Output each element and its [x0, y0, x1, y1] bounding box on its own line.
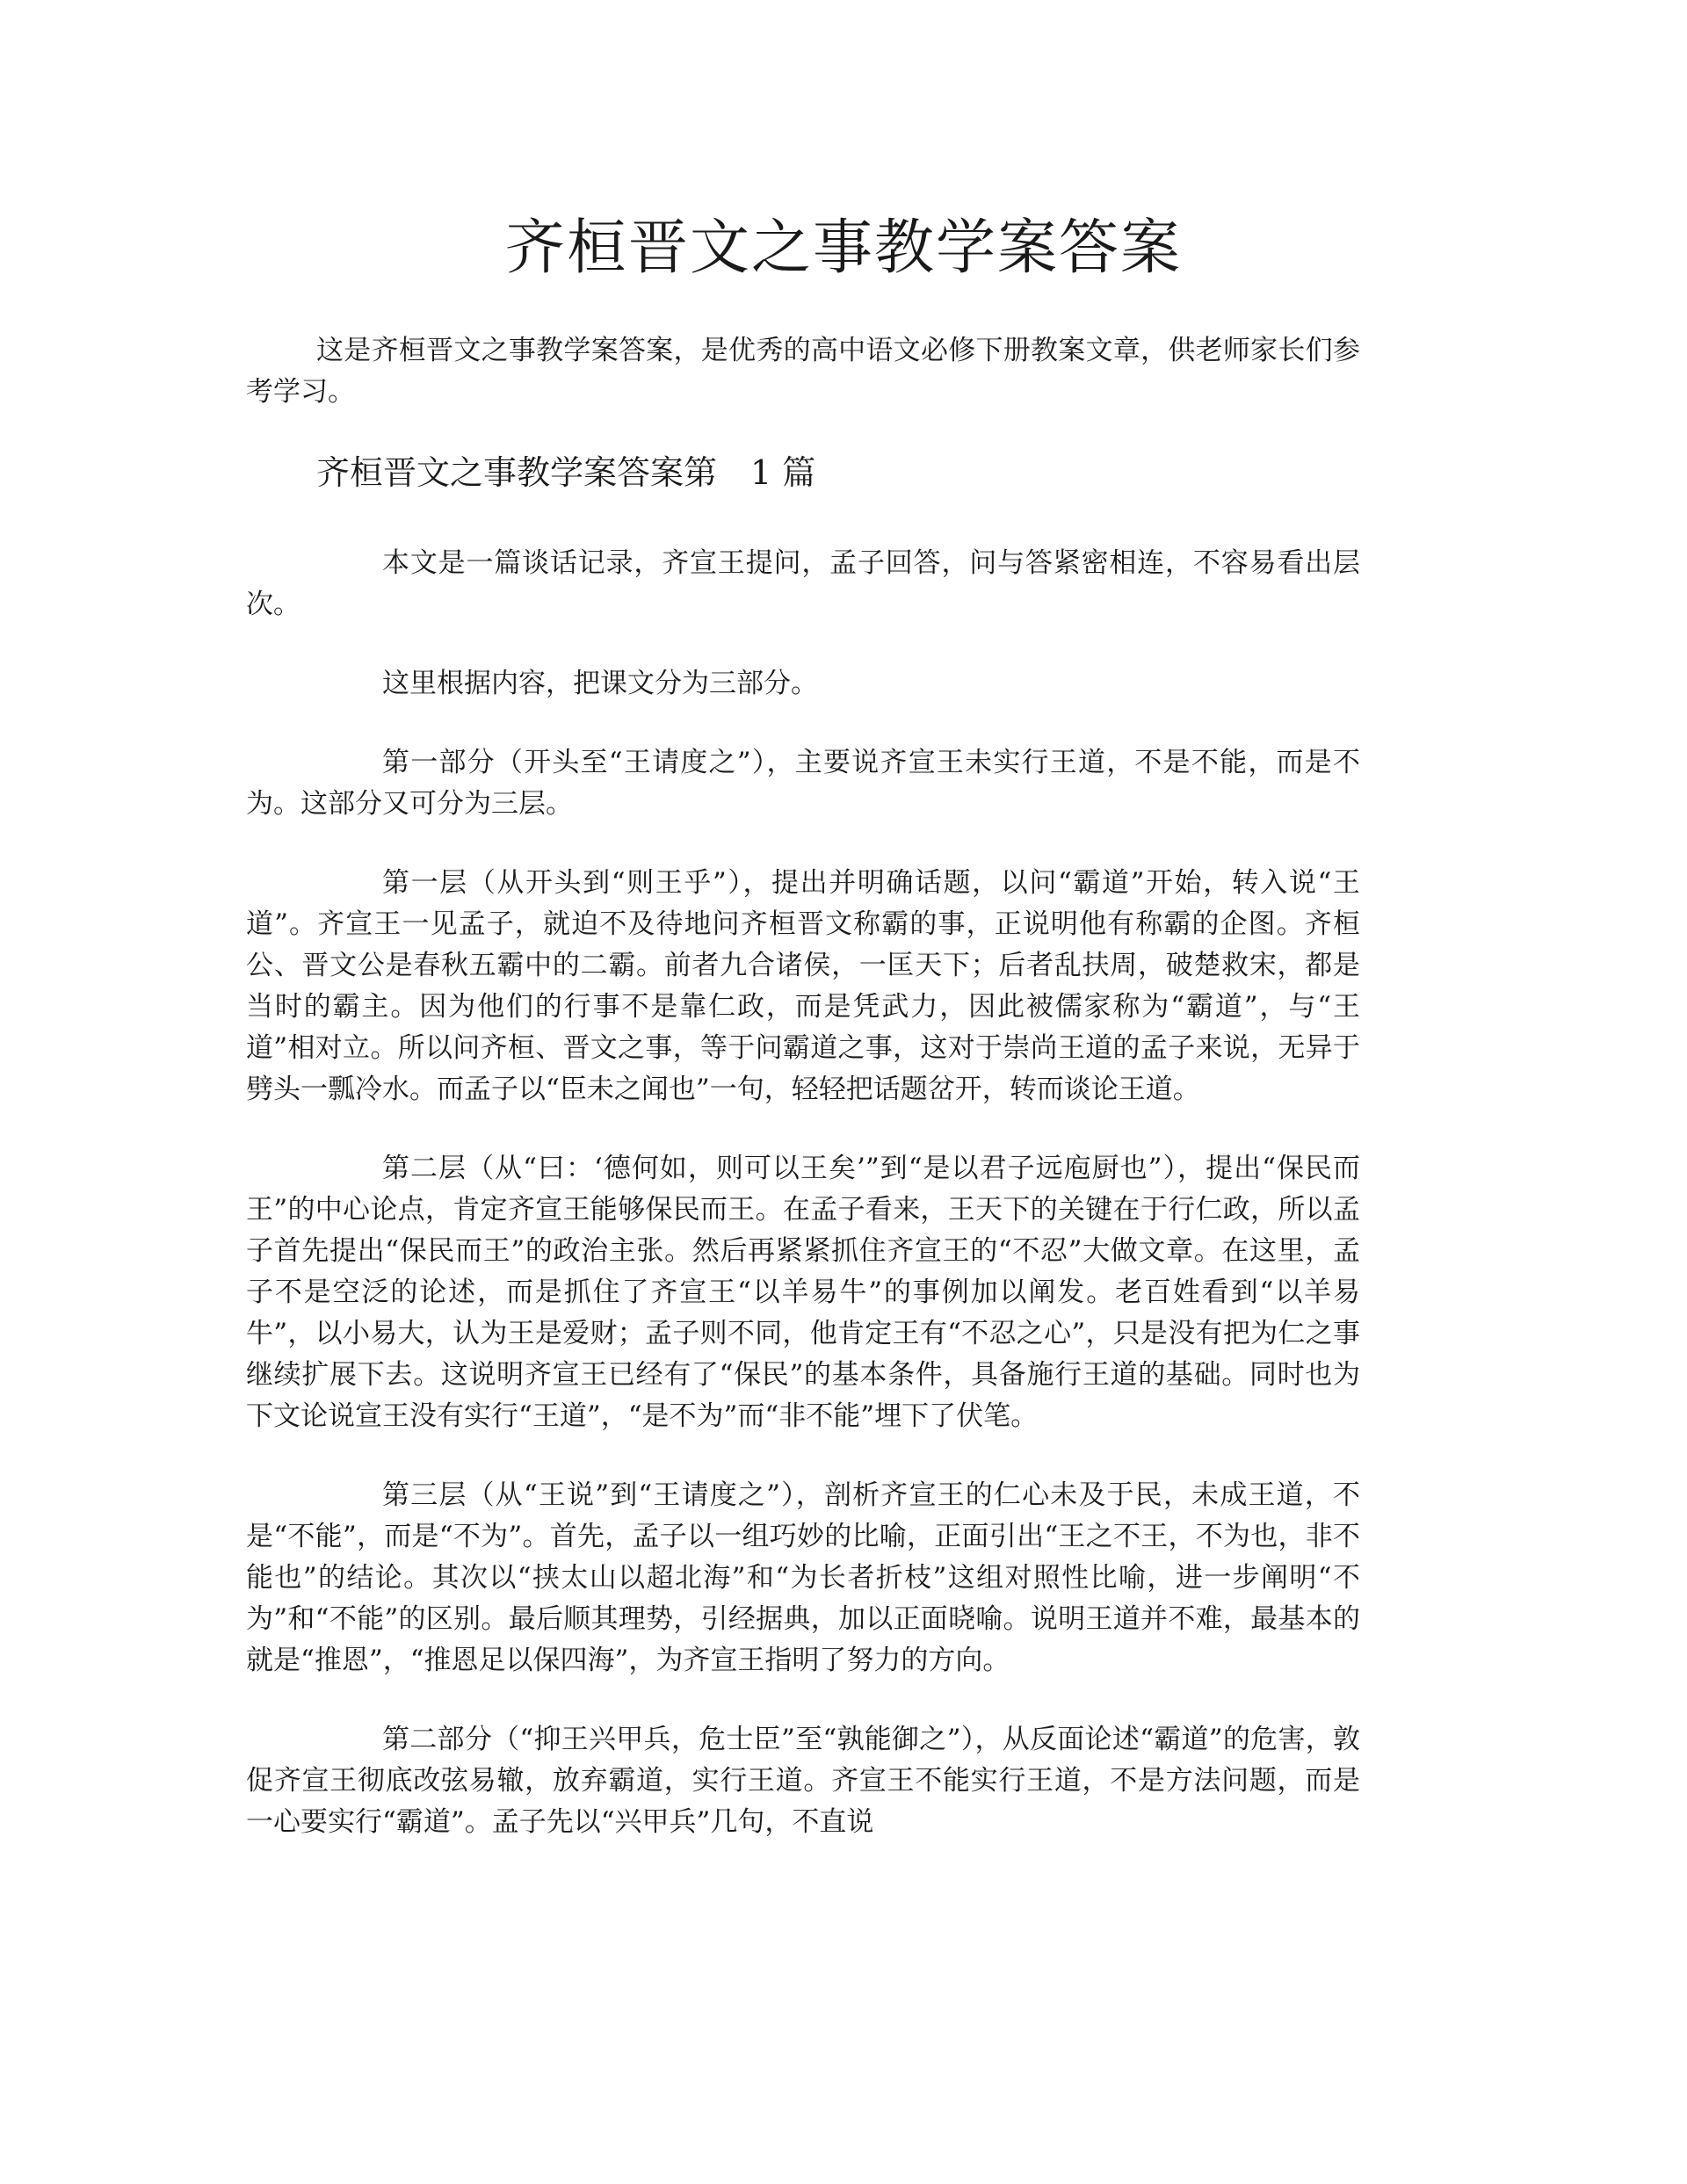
body-paragraph: 第二部分（“抑王兴甲兵，危士臣”至“孰能御之”），从反面论述“霸道”的危害，敦促齐宣王彻底改弦易辙，放弃霸道，实行王道。齐宣王不能实行王道，不是方法问题，而是一心要实行“霸道”。孟子先以“兴甲兵”几句，不直说	[246, 1724, 1360, 1838]
body-paragraph: 第三层（从“王说”到“王请度之”），剖析齐宣王的仁心未及于民，未成王道，不是“不能”，而是“不为”。首先，孟子以一组巧妙的比喻，正面引出“王之不王，不为也，非不能也”的结论。其次以“挟太山以超北海”和“为长者折枝”这组对照性比喻，进一步阐明“不为”和“不能”的区别。最后顺其理势，引经据典，加以正面晓喻。说明王道并不难，最基本的就是“推恩”，“推恩足以保四海”，为齐宣王指明了努力的方向。	[246, 1479, 1360, 1676]
body-paragraph: 第一层（从开头到“则王乎”），提出并明确话题，以问“霸道”开始，转入说“王道”。齐宣王一见孟子，就迫不及待地问齐桓晋文称霸的事，正说明他有称霸的企图。齐桓公、晋文公是春秋五霸中的二霸。前者九合诸侯，一匡天下；后者乱扶周，破楚救宋，都是当时的霸主。因为他们的行事不是靠仁政，而是凭武力，因此被儒家称为“霸道”，与“王道”相对立。所以问齐桓、晋文之事，等于问霸道之事，这对于崇尚王道的孟子来说，无异于劈头一瓢冷水。而孟子以“臣未之闻也”一句，轻轻把话题岔开，转而谈论王道。	[246, 867, 1360, 1105]
body-paragraph: 第二层（从“曰：‘德何如，则可以王矣’”到“是以君子远庖厨也”），提出“保民而王”的中心论点，肯定齐宣王能够保民而王。在孟子看来，王天下的关键在于行仁政，所以孟子首先提出“保民而王”的政治主张。然后再紧紧抓住齐宣王的“不忍”大做文章。在这里，孟子不是空泛的论述，而是抓住了齐宣王“以羊易牛”的事例加以阐发。老百姓看到“以羊易牛”，以小易大，认为王是爱财；孟子则不同，他肯定王有“不忍之心”，只是没有把为仁之事继续扩展下去。这说明齐宣王已经有了“保民”的基本条件，具备施行王道的基础。同时也为下文论说宣王没有实行“王道”，“是不为”而“非不能”埋下了伏笔。	[246, 1153, 1360, 1432]
body-paragraph: 第一部分（开头至“王请度之”），主要说齐宣王未实行王道，不是不能，而是不为。这部分又可分为三层。	[246, 747, 1360, 820]
document-title: 齐桓晋文之事教学案答案	[504, 213, 1182, 283]
body-paragraph: 本文是一篇谈话记录，齐宣王提问，孟子回答，问与答紧密相连，不容易看出层次。	[246, 547, 1360, 620]
body-paragraph: 这里根据内容，把课文分为三部分。	[382, 668, 818, 699]
document-body	[246, 330, 1360, 1881]
intro-paragraph: 这是齐桓晋文之事教学案答案，是优秀的高中语文必修下册教案文章，供老师家长们参考学习。	[246, 335, 1360, 408]
section-heading: 齐桓晋文之事教学案答案第 1 篇	[316, 453, 816, 492]
